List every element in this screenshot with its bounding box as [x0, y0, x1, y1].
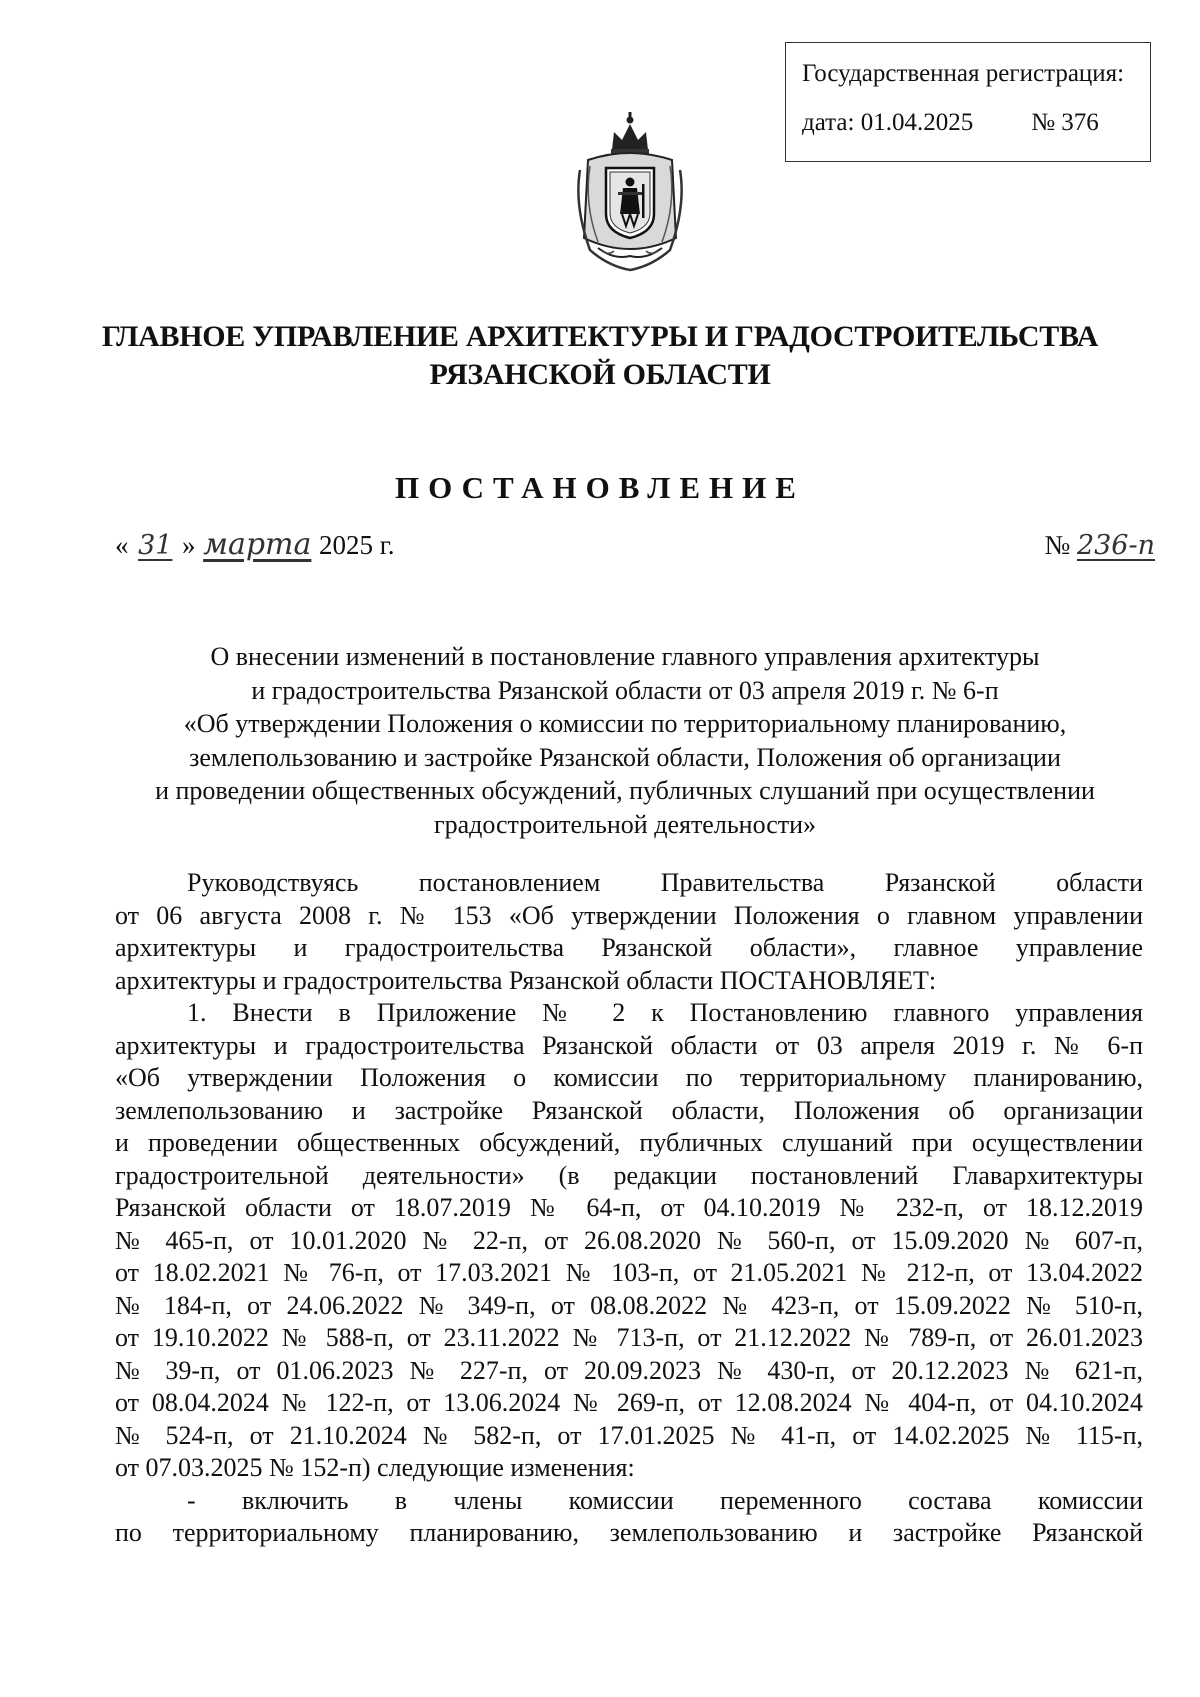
issuing-authority	[0, 318, 1200, 394]
body-text-line: - включить в члены комиссии переменного состава комиссии	[187, 1485, 1143, 1515]
date-close-quote: »	[182, 530, 196, 560]
body-text-line: № 465-п, от 10.01.2020 № 22-п, от 26.08.2020 № 560-п, от 15.09.2020 № 607-п,	[115, 1225, 1143, 1255]
document-subject	[105, 640, 1145, 841]
authority-name-line-1: ГЛАВНОЕ УПРАВЛЕНИЕ АРХИТЕКТУРЫ И ГРАДОСТРОИТЕЛЬСТВА	[101, 320, 1099, 353]
registration-stamp	[785, 42, 1151, 162]
body-text-line: от 06 августа 2008 г. № 153 «Об утверждении Положения о главном управлении	[115, 900, 1143, 930]
body-text-line: № 39-п, от 01.06.2023 № 227-п, от 20.09.2023 № 430-п, от 20.12.2023 № 621-п,	[115, 1355, 1143, 1385]
subject-line: О внесении изменений в постановление главного управления архитектуры	[210, 642, 1040, 671]
body-text-line: № 524-п, от 21.10.2024 № 582-п, от 17.01.2025 № 41-п, от 14.02.2025 № 115-п,	[115, 1420, 1143, 1450]
subject-line: градостроительной деятельности»	[433, 809, 817, 839]
body-text-line: Рязанской области от 18.07.2019 № 64-п, от 04.10.2019 № 232-п, от 18.12.2019	[115, 1193, 1143, 1222]
number-prefix: №	[1044, 530, 1071, 560]
body-text-line: от 19.10.2022 № 588-п, от 23.11.2022 № 713-п, от 21.12.2022 № 789-п, от 26.01.2023	[115, 1323, 1143, 1352]
body-text-line: «Об утверждении Положения о комиссии по территориальному планированию,	[115, 1063, 1143, 1092]
subject-line: «Об утверждении Положения о комиссии по территориальному планированию,	[183, 709, 1067, 738]
handwritten-day: 31	[138, 530, 173, 561]
body-text-line: и проведении общественных обсуждений, публичных слушаний при осуществлении	[115, 1128, 1143, 1157]
document-type-heading: ПОСТАНОВЛЕНИЕ	[395, 470, 805, 505]
handwritten-number: 236-п	[1076, 530, 1155, 561]
subject-line: и градостроительства Рязанской области от 03 апреля 2019 г. № 6-п	[251, 675, 999, 705]
subject-line: землепользованию и застройке Рязанской области, Положения об организации	[189, 742, 1061, 772]
registration-title: Государственная регистрация:	[802, 60, 1125, 87]
body-text-line: по территориальному планированию, землепользованию и застройке Рязанской	[115, 1518, 1143, 1547]
ryazan-coat-of-arms-icon	[568, 110, 692, 272]
body-text-line: № 184-п, от 24.06.2022 № 349-п, от 08.08.2022 № 423-п, от 15.09.2022 № 510-п,	[115, 1290, 1143, 1320]
body-text-line: 1. Внести в Приложение № 2 к Постановлению главного управления	[187, 998, 1143, 1027]
document-body	[115, 867, 1143, 1550]
body-text-line: Руководствуясь постановлением Правительства Рязанской области	[187, 868, 1143, 897]
date-number-line	[115, 525, 1155, 569]
registration-details	[802, 110, 1150, 135]
handwritten-month: марта	[203, 527, 312, 562]
body-text-line: градостроительной деятельности» (в редакции постановлений Главархитектуры	[115, 1160, 1143, 1190]
body-text-line: архитектуры и градостроительства Рязанской области ПОСТАНОВЛЯЕТ:	[115, 965, 937, 995]
registration-date: дата: 01.04.2025	[802, 109, 974, 136]
body-text-line: от 18.02.2021 № 76-п, от 17.03.2021 № 103-п, от 21.05.2021 № 212-п, от 13.04.2022	[115, 1258, 1143, 1287]
date-open-quote: «	[115, 530, 129, 560]
document-number	[1044, 525, 1155, 566]
body-text-line: от 08.04.2024 № 122-п, от 13.06.2024 № 269-п, от 12.08.2024 № 404-п, от 04.10.2024	[115, 1388, 1143, 1417]
body-text-line: архитектуры и градостроительства Рязанской области», главное управление	[115, 933, 1143, 962]
authority-name-line-2: РЯЗАНСКОЙ ОБЛАСТИ	[429, 358, 771, 391]
body-text-line: землепользованию и застройке Рязанской области, Положения об организации	[115, 1095, 1143, 1125]
registration-number: № 376	[1031, 109, 1099, 136]
body-text-line: архитектуры и градостроительства Рязанской области от 03 апреля 2019 г. № 6-п	[115, 1030, 1143, 1060]
subject-line: и проведении общественных обсуждений, публичных слушаний при осуществлении	[155, 776, 1095, 805]
body-text-line: от 07.03.2025 № 152-п) следующие изменения:	[115, 1453, 635, 1482]
date-year: 2025 г.	[319, 530, 395, 560]
